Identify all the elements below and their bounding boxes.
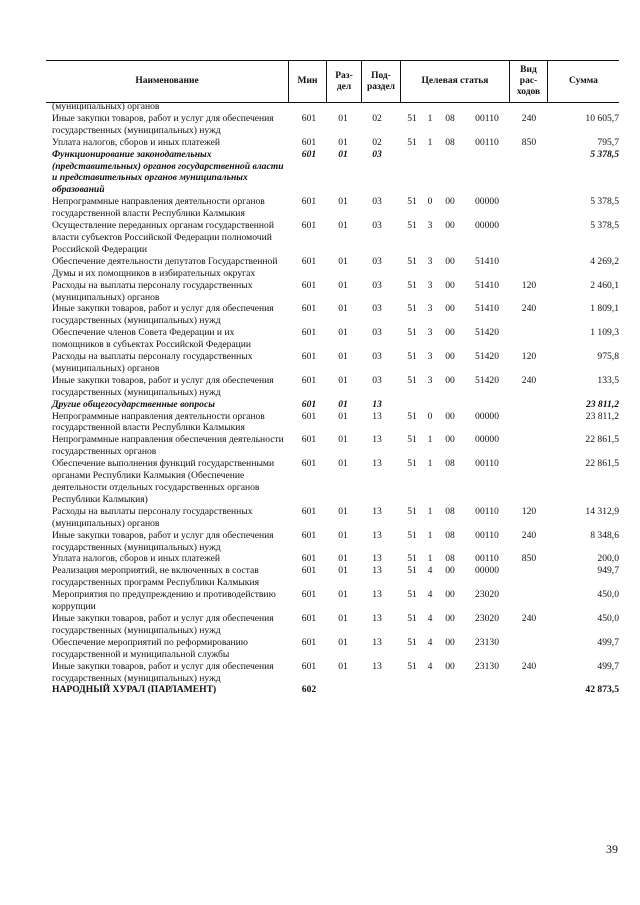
row-razd: 01 — [338, 255, 348, 267]
row-sum: 795,7 — [597, 136, 619, 148]
row-sum: 450,0 — [597, 589, 619, 601]
header-podrazdel-line-2: раздел — [366, 81, 396, 92]
row-s3: 00 — [445, 351, 455, 363]
row-s2: 1 — [427, 434, 433, 446]
row-s4: 00000 — [475, 434, 499, 446]
table-row — [0, 375, 640, 399]
header-target-label: Целевая статья — [421, 76, 489, 86]
row-s3: 08 — [445, 458, 455, 470]
row-podr: 13 — [372, 612, 382, 624]
row-sum: 450,0 — [597, 612, 619, 624]
row-min: 601 — [301, 636, 317, 648]
row-name: Функционирование законодательных (представительных) органов государственной власти и представительных органов муниципальных образований — [52, 148, 284, 196]
row-s2: 0 — [427, 196, 433, 208]
row-razd: 01 — [338, 410, 348, 422]
row-name: Непрограммные направления обеспечения деятельности государственных органов — [52, 434, 284, 458]
header-vid — [510, 61, 547, 102]
row-podr: 13 — [372, 529, 382, 541]
row-s4: 23130 — [475, 636, 499, 648]
row-sum: 5 378,5 — [590, 220, 619, 232]
row-min: 601 — [301, 505, 317, 517]
row-s2: 1 — [427, 553, 433, 565]
table-row — [0, 256, 640, 280]
table-row — [0, 303, 640, 327]
row-podr: 13 — [372, 565, 382, 577]
row-s3: 00 — [445, 660, 455, 672]
header-razdel-line-1: Раз- — [335, 70, 353, 81]
table-row — [0, 589, 640, 613]
row-s1: 51 — [407, 279, 417, 291]
row-sum: 499,7 — [597, 660, 619, 672]
page-number: 39 — [606, 842, 618, 856]
row-podr: 13 — [372, 505, 382, 517]
row-razd: 01 — [338, 660, 348, 672]
row-vid: 240 — [521, 374, 537, 386]
row-vid: 850 — [521, 136, 537, 148]
row-min: 601 — [301, 612, 317, 624]
row-s2: 1 — [427, 112, 433, 124]
row-name: Иные закупки товаров, работ и услуг для обеспечения государственных (муниципальных) нужд — [52, 374, 274, 398]
row-name: Уплата налогов, сборов и иных платежей — [52, 553, 221, 565]
row-s1: 51 — [407, 220, 417, 232]
row-s1: 51 — [407, 612, 417, 624]
row-sum: 200,0 — [597, 553, 619, 565]
row-sum: 22 861,5 — [585, 458, 619, 470]
header-sum — [548, 61, 619, 102]
row-sum: 975,8 — [597, 351, 619, 363]
row-s1: 51 — [407, 303, 417, 315]
row-min: 601 — [301, 112, 317, 124]
row-sum: 949,7 — [597, 565, 619, 577]
row-s3: 00 — [445, 410, 455, 422]
row-s3: 00 — [445, 196, 455, 208]
row-s1: 51 — [407, 458, 417, 470]
row-sum: 2 460,1 — [590, 279, 619, 291]
row-s4: 23020 — [475, 612, 499, 624]
row-s4: 00000 — [475, 196, 499, 208]
row-razd: 01 — [338, 220, 348, 232]
row-name: Иные закупки товаров, работ и услуг для обеспечения государственных (муниципальных) нужд — [52, 303, 274, 327]
header-razdel-label — [335, 71, 353, 93]
row-s2: 1 — [427, 529, 433, 541]
table-row — [0, 220, 640, 256]
row-s4: 00110 — [475, 505, 499, 517]
row-s2: 1 — [427, 505, 433, 517]
row-s3: 00 — [445, 636, 455, 648]
row-s2: 4 — [427, 589, 433, 601]
row-sum: 8 348,6 — [590, 529, 619, 541]
row-podr: 02 — [372, 136, 382, 148]
row-s3: 00 — [445, 374, 455, 386]
table-row — [0, 565, 640, 589]
row-s3: 08 — [445, 136, 455, 148]
row-name: Расходы на выплаты персоналу государственных (муниципальных) органов — [52, 279, 253, 303]
row-s4: 51420 — [475, 351, 499, 363]
row-min: 601 — [301, 351, 317, 363]
table-body — [0, 101, 640, 696]
row-podr: 03 — [372, 327, 382, 339]
row-s4: 51420 — [475, 374, 499, 386]
table-row — [0, 613, 640, 637]
header-sum-label: Сумма — [569, 76, 598, 86]
row-razd: 01 — [338, 196, 348, 208]
row-min: 601 — [301, 220, 317, 232]
row-s1: 51 — [407, 434, 417, 446]
row-sum: 5 378,5 — [590, 148, 619, 160]
row-razd: 01 — [338, 458, 348, 470]
table-row — [0, 637, 640, 661]
row-min: 601 — [301, 196, 317, 208]
row-s4: 00110 — [475, 458, 499, 470]
row-sum: 1 809,1 — [590, 303, 619, 315]
row-min: 601 — [301, 434, 317, 446]
table-row — [0, 137, 640, 149]
row-podr: 13 — [372, 398, 382, 410]
row-s3: 00 — [445, 434, 455, 446]
row-razd: 01 — [338, 434, 348, 446]
row-name: Непрограммные направления деятельности органов государственной власти Республики Калмыкия — [52, 410, 265, 434]
row-vid: 240 — [521, 303, 537, 315]
row-s1: 51 — [407, 505, 417, 517]
row-s3: 00 — [445, 303, 455, 315]
row-s4: 51410 — [475, 303, 499, 315]
row-razd: 01 — [338, 327, 348, 339]
row-name: Непрограммные направления деятельности органов государственной власти Республики Калмыкия — [52, 196, 265, 220]
row-s1: 51 — [407, 589, 417, 601]
row-s4: 00110 — [475, 553, 499, 565]
header-podrazdel — [362, 61, 400, 102]
row-s4: 00000 — [475, 410, 499, 422]
row-s3: 08 — [445, 112, 455, 124]
row-razd: 01 — [338, 112, 348, 124]
row-sum: 23 811,2 — [585, 398, 619, 410]
row-sum: 499,7 — [597, 636, 619, 648]
row-s1: 51 — [407, 565, 417, 577]
row-s2: 3 — [427, 255, 433, 267]
row-vid: 120 — [521, 279, 537, 291]
row-s2: 3 — [427, 327, 433, 339]
row-s3: 00 — [445, 565, 455, 577]
table-row — [0, 327, 640, 351]
row-vid: 240 — [521, 612, 537, 624]
row-vid: 120 — [521, 505, 537, 517]
row-s1: 51 — [407, 112, 417, 124]
row-s4: 23020 — [475, 589, 499, 601]
table-row — [0, 661, 640, 685]
row-s3: 00 — [445, 279, 455, 291]
row-name: Обеспечение мероприятий по реформированию государственной и муниципальной службы — [52, 636, 248, 660]
header-podrazdel-label — [367, 71, 395, 93]
header-name-label: Наименование — [135, 76, 199, 86]
row-min: 602 — [301, 684, 317, 696]
row-s2: 3 — [427, 303, 433, 315]
row-min: 601 — [301, 136, 317, 148]
row-s1: 51 — [407, 529, 417, 541]
row-s1: 51 — [407, 374, 417, 386]
row-min: 601 — [301, 589, 317, 601]
row-name: Реализация мероприятий, не включенных в состав государственных программ Республики Калмыкия — [52, 565, 259, 589]
row-podr: 03 — [372, 351, 382, 363]
row-name: Уплата налогов, сборов и иных платежей — [52, 136, 221, 148]
table-header — [46, 60, 619, 103]
row-s1: 51 — [407, 351, 417, 363]
row-podr: 13 — [372, 434, 382, 446]
table-row — [0, 553, 640, 565]
row-name: Иные закупки товаров, работ и услуг для обеспечения государственных (муниципальных) нужд — [52, 612, 274, 636]
row-podr: 03 — [372, 148, 382, 160]
row-name: Расходы на выплаты персоналу государственных (муниципальных) органов — [52, 351, 253, 374]
row-s2: 4 — [427, 612, 433, 624]
table-row — [0, 684, 640, 696]
row-razd: 01 — [338, 351, 348, 363]
row-s2: 0 — [427, 410, 433, 422]
row-s2: 1 — [427, 136, 433, 148]
row-podr: 13 — [372, 410, 382, 422]
row-podr: 13 — [372, 660, 382, 672]
row-s2: 3 — [427, 220, 433, 232]
row-sum: 10 605,7 — [585, 112, 619, 124]
row-s1: 51 — [407, 196, 417, 208]
row-razd: 01 — [338, 636, 348, 648]
row-s3: 08 — [445, 505, 455, 517]
row-min: 601 — [301, 565, 317, 577]
row-sum: 133,5 — [597, 374, 619, 386]
row-podr: 13 — [372, 553, 382, 565]
row-razd: 01 — [338, 529, 348, 541]
row-s4: 00000 — [475, 220, 499, 232]
row-sum: 23 811,2 — [585, 410, 619, 422]
row-name: Обеспечение членов Совета Федерации и их помощников в субъектах Российской Федерации — [52, 327, 252, 351]
row-s4: 51410 — [475, 279, 499, 291]
table-row — [0, 149, 640, 197]
row-podr: 03 — [372, 196, 382, 208]
table-row — [0, 351, 640, 375]
row-name: Расходы на выплаты персоналу государственных (муниципальных) органов — [52, 505, 253, 529]
row-s2: 1 — [427, 458, 433, 470]
row-razd: 01 — [338, 148, 348, 160]
row-min: 601 — [301, 148, 317, 160]
row-podr: 03 — [372, 255, 382, 267]
row-razd: 01 — [338, 303, 348, 315]
row-name: Иные закупки товаров, работ и услуг для обеспечения государственных (муниципальных) нужд — [52, 529, 274, 553]
row-podr: 13 — [372, 636, 382, 648]
row-min: 601 — [301, 553, 317, 565]
header-min-label: Мин — [297, 76, 318, 86]
row-vid: 240 — [521, 529, 537, 541]
header-vid-line-1: Вид — [520, 65, 537, 75]
table-row — [0, 506, 640, 530]
row-min: 601 — [301, 303, 317, 315]
row-s3: 00 — [445, 255, 455, 267]
table-row — [0, 113, 640, 137]
row-s1: 51 — [407, 553, 417, 565]
row-min: 601 — [301, 660, 317, 672]
row-razd: 01 — [338, 398, 348, 410]
row-min: 601 — [301, 410, 317, 422]
row-vid: 240 — [521, 112, 537, 124]
row-min: 601 — [301, 327, 317, 339]
header-vid-line-3: ходов — [516, 87, 541, 97]
row-vid: 850 — [521, 553, 537, 565]
row-sum: 22 861,5 — [585, 434, 619, 446]
row-razd: 01 — [338, 136, 348, 148]
row-podr: 03 — [372, 220, 382, 232]
header-razdel — [327, 61, 361, 102]
row-min: 601 — [301, 374, 317, 386]
header-razdel-line-2: дел — [336, 81, 352, 92]
row-s4: 51420 — [475, 327, 499, 339]
row-vid: 240 — [521, 660, 537, 672]
row-podr: 03 — [372, 303, 382, 315]
row-s1: 51 — [407, 255, 417, 267]
row-s3: 00 — [445, 589, 455, 601]
row-name: Иные закупки товаров, работ и услуг для обеспечения государственных (муниципальных) нужд — [52, 660, 274, 684]
row-name: Обеспечение выполнения функций государственными органами Республики Калмыкия (Обеспечение деятельности отдельных государственных органов Республики Калмыкия) — [52, 458, 275, 505]
row-razd: 01 — [338, 565, 348, 577]
row-min: 601 — [301, 398, 317, 410]
row-name: Осуществление переданных органам государственной власти субъектов Российской Федерации полномочий Российской Федерации — [52, 220, 274, 255]
row-name: Другие общегосударственные вопросы — [52, 398, 215, 410]
row-sum: 1 109,3 — [590, 327, 619, 339]
header-vid-line-2: рас- — [519, 76, 538, 86]
row-razd: 01 — [338, 505, 348, 517]
row-name: Обеспечение деятельности депутатов Государственной Думы и их помощников в избирательных округах — [52, 255, 278, 279]
row-s3: 00 — [445, 220, 455, 232]
row-s4: 23130 — [475, 660, 499, 672]
header-min — [289, 61, 326, 102]
row-s1: 51 — [407, 410, 417, 422]
row-podr: 02 — [372, 112, 382, 124]
row-min: 601 — [301, 458, 317, 470]
row-s1: 51 — [407, 636, 417, 648]
row-name: (муниципальных) органов — [52, 101, 160, 112]
row-razd: 01 — [338, 553, 348, 565]
row-s2: 4 — [427, 636, 433, 648]
row-sum: 42 873,5 — [585, 684, 619, 696]
row-s3: 08 — [445, 529, 455, 541]
row-podr: 13 — [372, 589, 382, 601]
row-razd: 01 — [338, 589, 348, 601]
row-s4: 00000 — [475, 565, 499, 577]
row-vid: 120 — [521, 351, 537, 363]
row-s2: 3 — [427, 279, 433, 291]
row-s1: 51 — [407, 136, 417, 148]
row-s3: 08 — [445, 553, 455, 565]
row-min: 601 — [301, 279, 317, 291]
row-s4: 00110 — [475, 529, 499, 541]
row-s4: 51410 — [475, 255, 499, 267]
row-podr: 13 — [372, 458, 382, 470]
row-s1: 51 — [407, 327, 417, 339]
table-row — [0, 458, 640, 506]
row-name: НАРОДНЫЙ ХУРАЛ (ПАРЛАМЕНТ) — [52, 684, 217, 696]
header-name — [46, 61, 288, 102]
header-target — [401, 61, 509, 102]
row-s4: 00110 — [475, 136, 499, 148]
row-name: Мероприятия по предупреждению и противодействию коррупции — [52, 589, 276, 613]
row-s4: 00110 — [475, 112, 499, 124]
table-row — [0, 101, 640, 113]
row-name: Иные закупки товаров, работ и услуг для обеспечения государственных (муниципальных) нужд — [52, 112, 274, 136]
table-row — [0, 530, 640, 554]
table-row — [0, 399, 640, 411]
row-podr: 03 — [372, 374, 382, 386]
row-s3: 00 — [445, 612, 455, 624]
table-row — [0, 434, 640, 458]
header-podrazdel-line-1: Под- — [371, 70, 391, 81]
row-min: 601 — [301, 529, 317, 541]
row-min: 601 — [301, 255, 317, 267]
row-sum: 5 378,5 — [590, 196, 619, 208]
row-podr: 03 — [372, 279, 382, 291]
table-row — [0, 411, 640, 435]
row-s2: 3 — [427, 374, 433, 386]
table-row — [0, 280, 640, 304]
row-sum: 14 312,9 — [585, 505, 619, 517]
row-s1: 51 — [407, 660, 417, 672]
row-s3: 00 — [445, 327, 455, 339]
row-s2: 3 — [427, 351, 433, 363]
header-vid-label — [517, 65, 540, 98]
row-s2: 4 — [427, 660, 433, 672]
row-razd: 01 — [338, 612, 348, 624]
row-razd: 01 — [338, 279, 348, 291]
row-sum: 4 269,2 — [590, 255, 619, 267]
row-razd: 01 — [338, 374, 348, 386]
table-row — [0, 196, 640, 220]
row-s2: 4 — [427, 565, 433, 577]
